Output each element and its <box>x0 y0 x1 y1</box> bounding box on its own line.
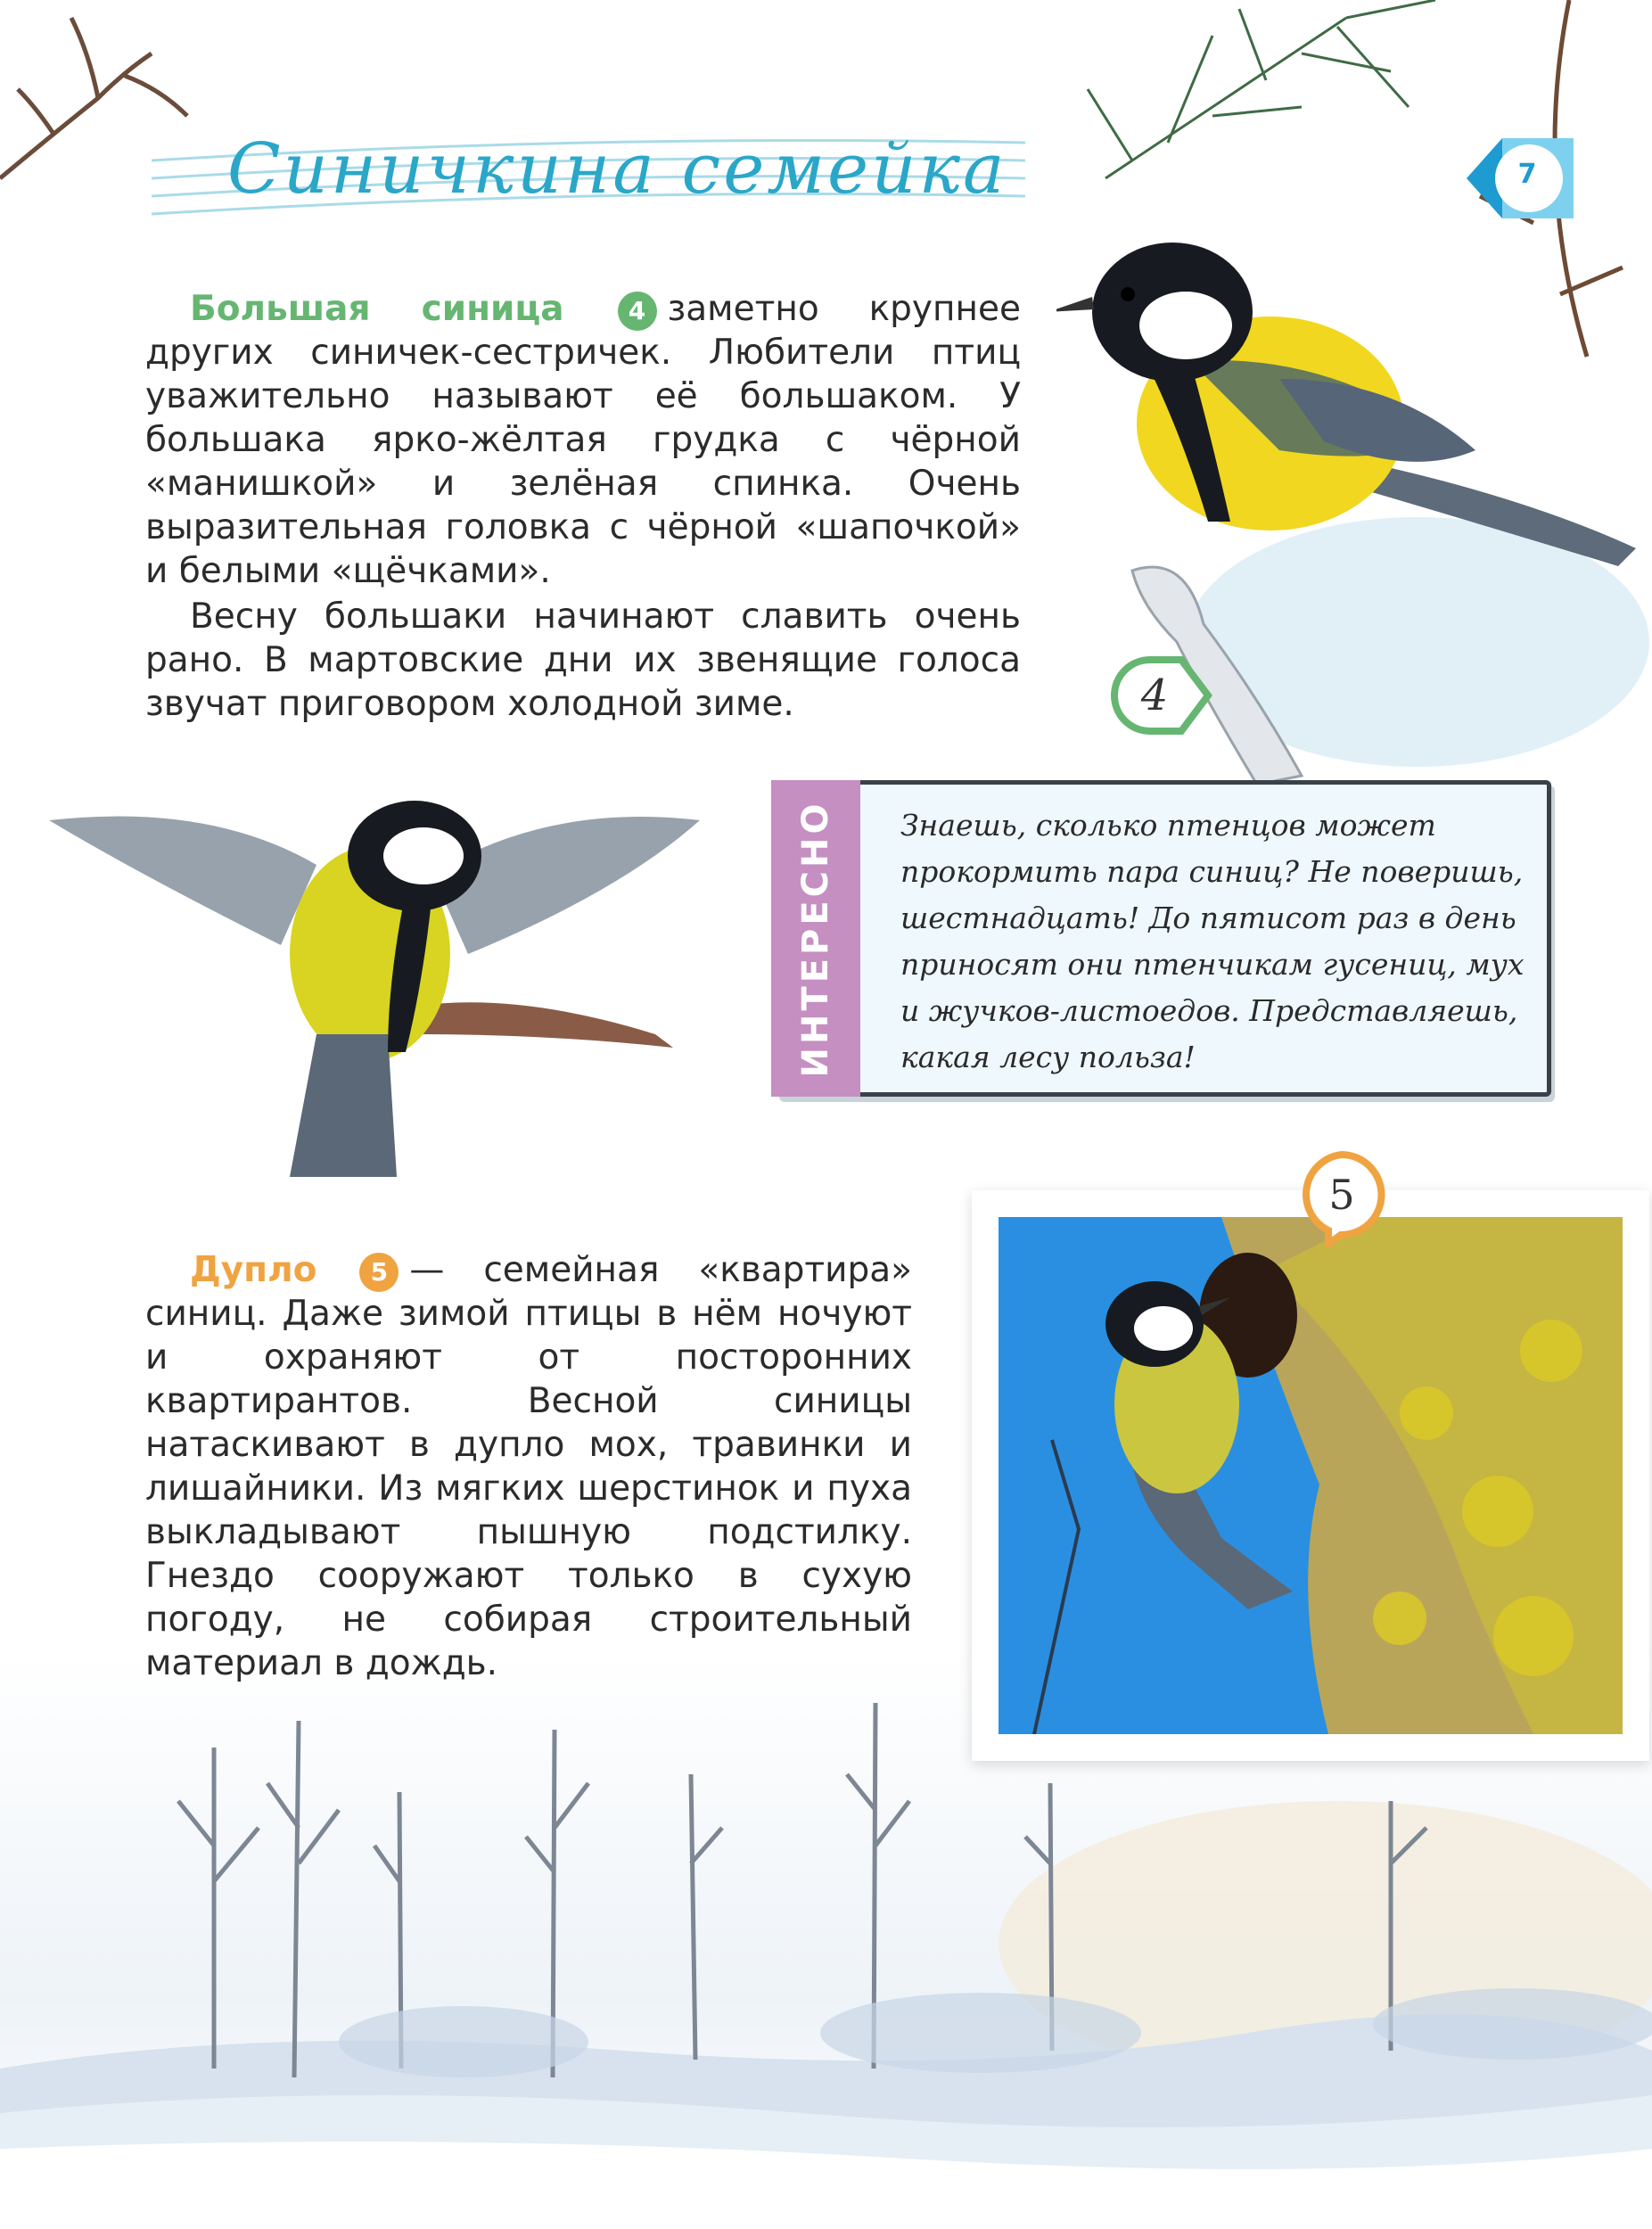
ref-badge-4: 4 <box>618 292 657 331</box>
great-tit-illustration <box>1056 227 1645 602</box>
paragraph-spring <box>145 595 1021 726</box>
term-hollow: Дупло <box>190 1250 317 1290</box>
paragraph-text: Весну большаки начинают славить очень рано. В мартовские дни их звенящие голоса звучат приговором холодной зиме. <box>145 596 1021 724</box>
flying-tit-illustration <box>49 767 713 1195</box>
page-number: 7 <box>1517 159 1537 190</box>
ref-badge-5: 5 <box>359 1253 399 1292</box>
paragraph-text: — семейная «квартира» синиц. Даже зимой птицы в нём ночуют и охраняют от посторонних квартирантов. Весной синицы натаскивают в дупло мох, травинки и лишайники. Из мягких шерстинок и пуха выкладывают пышную подстилку. Гнездо сооружают только в сухую погоду, не собирая строительный материал в дождь. <box>145 1250 912 1683</box>
fun-fact-tab <box>771 780 860 1097</box>
badge-5-number: 5 <box>1328 1171 1355 1219</box>
fun-fact-label: ИНТЕРЕСНО <box>795 799 836 1078</box>
paragraph-text: заметно крупнее других синичек-сестричек. Любители птиц уважительно называют её большаком. У большака ярко-жёлтая грудка с чёрной «манишкой» и зелёная спинка. Очень выразительная головка с чёрной «шапочкой» и белыми «щёчками». <box>145 289 1021 591</box>
page-title: Синичкина семейка <box>227 129 1007 210</box>
badge-5 <box>1293 1150 1391 1248</box>
term-great-tit: Большая синица <box>190 289 564 329</box>
fun-fact-text: Знаешь, сколько птенцов может прокормить пара синиц? Не поверишь, шестнадцать! До пятисот раз в день приносят они птенчикам гусениц, мух и жучков-листоедов. Представляешь, какая лесу польза! <box>900 808 1525 1074</box>
photo-frame <box>972 1190 1649 1761</box>
paragraph-hollow <box>145 1248 912 1685</box>
tit-hollow-photo <box>999 1217 1623 1734</box>
badge-4-number: 4 <box>1140 670 1169 720</box>
paragraph-great-tit <box>145 287 1021 593</box>
badge-4 <box>1110 655 1217 736</box>
